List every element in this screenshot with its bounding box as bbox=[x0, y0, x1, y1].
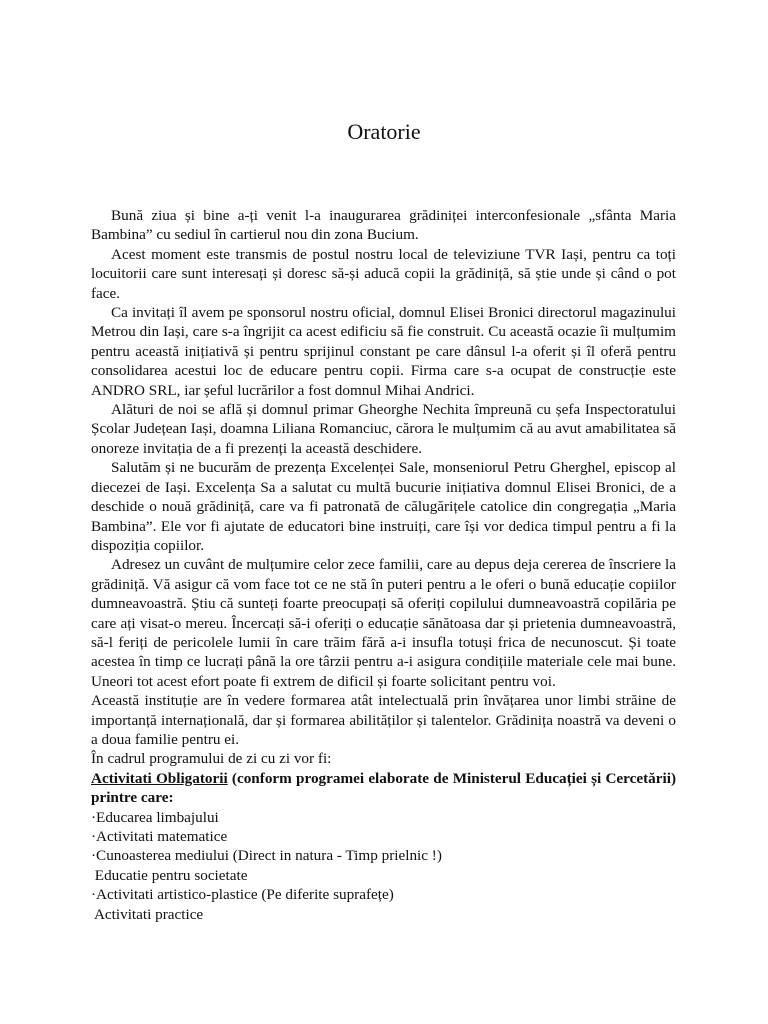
paragraph: Acest moment este transmis de postul nostru local de televiziune TVR Iași, pentru ca toți locuitorii care sunt interesați și doresc să-și aducă copii la grădiniță, să știe unde și când o pot face. bbox=[91, 245, 676, 302]
list-item: Educatie pentru societate bbox=[91, 866, 248, 884]
paragraph: Bună ziua și bine a-ți venit l-a inaugurarea grădiniței interconfesionale „sfânta Maria Bambina” cu sediul în cartierul nou din zona Bucium. bbox=[91, 207, 676, 244]
activities-heading-rest: (conform programei elaborate de Ministerul Educației și Cercetării) printre care: bbox=[91, 769, 677, 807]
activities-list bbox=[91, 808, 676, 924]
paragraph: În cadrul programului de zi cu zi vor fi: bbox=[91, 750, 332, 768]
page-title: Oratorie bbox=[347, 119, 421, 144]
list-item: ·Cunoasterea mediului (Direct in natura - Timp prielnic !) bbox=[91, 847, 442, 865]
paragraph: Această instituție are în vedere formarea atât intelectuală prin învățarea unor limbi străine de importanță internațională, dar și formarea abilităților și talentelor. Grădinița noastră va deveni o a doua familie pentru ei. bbox=[91, 692, 676, 748]
list-item: ·Educarea limbajului bbox=[91, 808, 219, 826]
paragraph: Ca invitați îl avem pe sponsorul nostru oficial, domnul Elisei Bronici directorul magazinului Metrou din Iași, care s-a îngrijit ca acest edificiu să fie construit. Cu această ocazie îi mulțumim pentru această inițiativă și pentru sprijinul constant pe care dânsul l-a oferit și îl oferă pentru consolidarea acestui loc de educare pentru copii. Firma care s-a ocupat de construcție este ANDRO SRL, iar șeful lucrărilor a fost domnul Mihai Andrici. bbox=[91, 304, 676, 399]
activities-heading bbox=[91, 769, 676, 808]
paragraph: Adresez un cuvânt de mulțumire celor zece familii, care au depus deja cererea de înscriere la grădiniță. Vă asigur că vom face tot ce ne stă în puteri pentru a le oferi o bună educație copiilor dumneavoastră. Știu că sunteți foarte preocupați să oferiți copilului dumneavoastră copilăria pe care ați visat-o mereu. Încercați să-i oferiți o educație sănătoasa dar și prietenia dumneavoastră, să-l feriți de pericolele lumii în care trăim fără a-i insufla totuși frica de necunoscut. Și toate acestea în timp ce lucrați până la ore târzii pentru a-i asigura condițiile materiale cele mai bune. Uneori tot acest efort poate fi extrem de dificil și foarte solicitant pentru voi. bbox=[91, 556, 676, 690]
list-item: ·Activitati artistico-plastice (Pe diferite suprafețe) bbox=[91, 886, 394, 904]
document-body bbox=[91, 206, 676, 924]
list-item: Activitati practice bbox=[91, 905, 204, 923]
activities-heading-underlined: Activitati Obligatorii bbox=[91, 769, 228, 787]
list-item: ·Activitati matematice bbox=[91, 828, 228, 845]
paragraph: Alături de noi se află și domnul primar Gheorghe Nechita împreună cu șefa Inspectoratului Școlar Județean Iași, doamna Liliana Romanciuc, cărora le mulțumim că au avut amabilitatea să onoreze invitația de a fi prezenți la această deschidere. bbox=[91, 401, 676, 457]
paragraph: Salutăm și ne bucurăm de prezența Excelenței Sale, monseniorul Petru Gherghel, episcop al diecezei de Iași. Excelența Sa a salutat cu multă bucurie inițiativa domnul Elisei Bronici, de a deschide o nouă grădiniță, care va fi patronată de călugărițele catolice din congregația „Maria Bambina”. Ele vor fi ajutate de educatori bine instruiți, care își vor dedica timpul pentru a fi la dispoziția copiilor. bbox=[91, 459, 676, 554]
